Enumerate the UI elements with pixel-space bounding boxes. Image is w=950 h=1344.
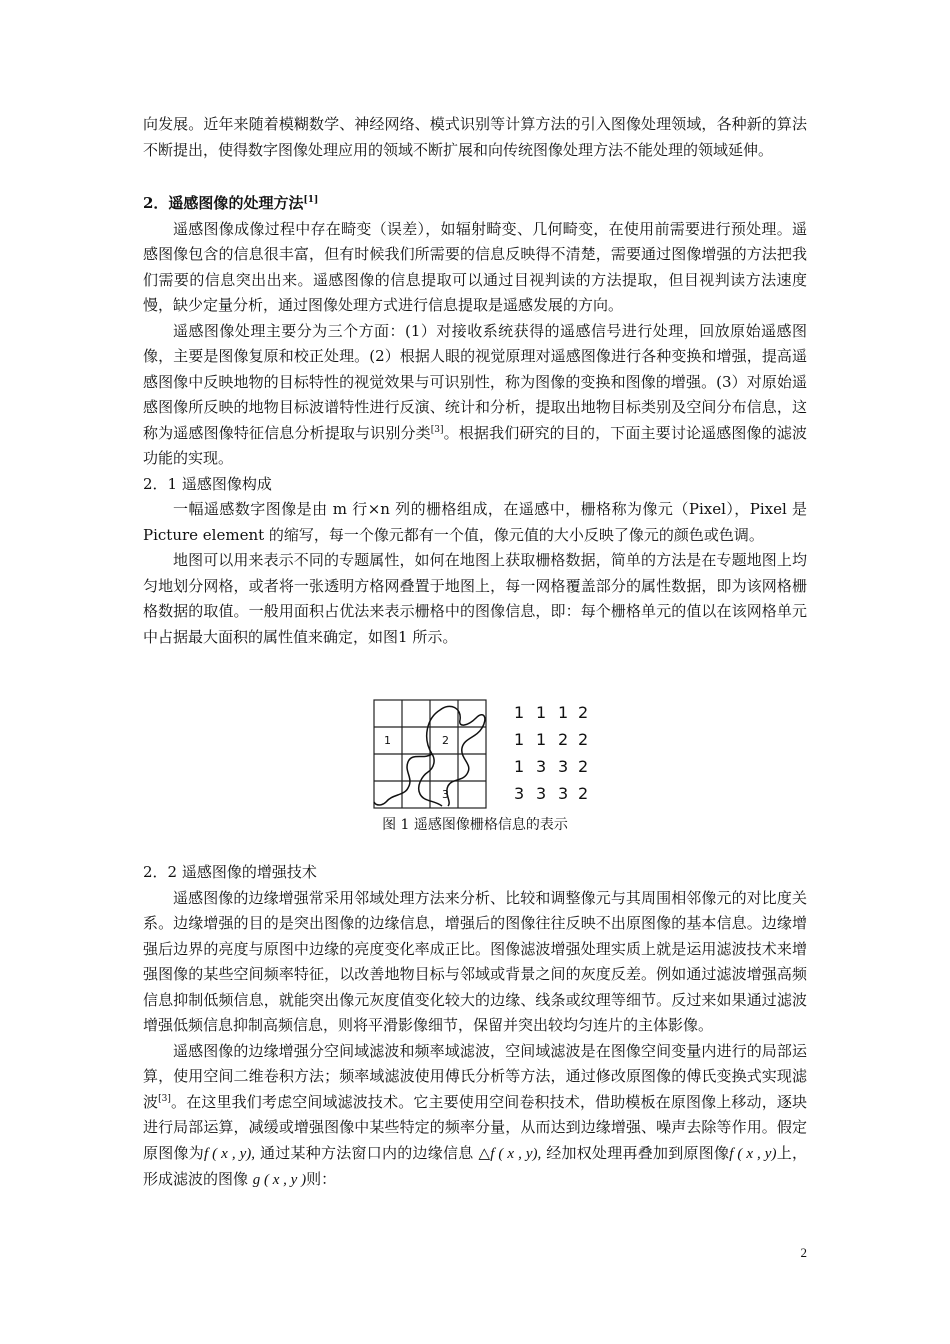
figure-1-raster-illustration: [372, 698, 602, 810]
matrix-cell: 3: [536, 757, 547, 776]
section-2-2-paragraph-1: 遥感图像的边缘增强常采用邻域处理方法来分析、比较和调整像元与其周围相邻像元的对比度关系。边缘增强的目的是突出图像的边缘信息，增强后的图像往往反映不出原图像的基本信息。边缘增强后边界的亮度与原图中边缘的亮度变化率成正比。图像滤波增强处理实质上就是运用滤波技术来增强图像的某些空间频率特征，以改善地物目标与邻域或背景之间的灰度反差。例如通过滤波增强高频信息抑制低频信息，就能突出像元灰度值变化较大的边缘、线条或纹理等细节。反过来如果通过滤波增强低频信息抑制高频信息，则将平滑影像细节，保留并突出较均匀连片的主体影像。: [143, 888, 807, 1034]
matrix-cell: 3: [536, 784, 547, 803]
section-2-2-paragraph-2: 遥感图像的边缘增强分空间域滤波和频率域滤波，空间域滤波是在图像空间变量内进行的局部运算，使用空间二维卷积方法；频率域滤波使用傅氏分析等方法，通过修改原图像的傅氏变换式实现滤波[3]。在这里我们考虑空间域滤波技术。它主要使用空间卷积技术，借助模板在原图像上移动，逐块进行局部运算，减缓或增强图像中某些特定的频率分量，从而达到边缘增强、噪声去除等作用。假定原图像为f ( x , y), 通过某种方法窗口内的边缘信息 △f ( x , y), 经加权处理再叠加到原图像f ( x , y)上，形成滤波的图像 g ( x , y )则：: [143, 1041, 807, 1188]
section-2-1-paragraph-1: 一幅遥感数字图像是由 m 行×n 列的栅格组成，在遥感中，栅格称为像元（Pixel），Pixel 是 Picture element 的缩写，每一个像元都有一个值，像元值的大小反映了像元的颜色或色调。: [143, 500, 807, 544]
region-label-3: 3: [442, 788, 449, 801]
intro-paragraph: 向发展。近年来随着模糊数学、神经网络、模式识别等计算方法的引入图像处理领域，各种新的算法不断提出，使得数字图像处理应用的领域不断扩展和向传统图像处理方法不能处理的领域延伸。: [143, 115, 807, 159]
matrix-cell: 3: [558, 784, 569, 803]
formula-f-xy: f ( x , y),: [204, 1145, 255, 1162]
page-number: 2: [800, 1245, 807, 1260]
matrix-cell: 1: [536, 703, 547, 722]
matrix-cell: 2: [578, 703, 589, 722]
matrix-cell: 1: [536, 730, 547, 749]
matrix-cell: 2: [578, 730, 589, 749]
region-label-1: 1: [384, 734, 391, 747]
section-2-paragraph-1: 遥感图像成像过程中存在畸变（误差），如辐射畸变、几何畸变，在使用前需要进行预处理。遥感图像包含的信息很丰富，但有时候我们所需要的信息反映得不清楚，需要通过图像增强的方法把我们需要的信息突出出来。遥感图像的信息提取可以通过目视判读的方法提取，但目视判读方法速度慢，缺少定量分析，通过图像处理方式进行信息提取是遥感发展的方向。: [143, 219, 807, 314]
matrix-cell: 2: [578, 757, 589, 776]
citation-ref: [3]: [430, 424, 444, 435]
matrix-cell: 3: [558, 757, 569, 776]
matrix-cell: 1: [558, 703, 569, 722]
section-2-1-heading: 2．1 遥感图像构成: [143, 474, 272, 493]
matrix-cell: 2: [558, 730, 569, 749]
matrix-cell: 3: [514, 784, 525, 803]
body-text-top: [143, 112, 807, 650]
section-2-heading: 2．遥感图像的处理方法[1]: [143, 194, 319, 212]
body-text-bottom: [143, 860, 807, 1194]
raster-grid-diagram: [372, 698, 602, 810]
formula-f-xy: f ( x , y),: [490, 1145, 542, 1162]
grid-lines: [374, 700, 486, 808]
section-2-2-heading: 2．2 遥感图像的增强技术: [143, 863, 317, 881]
section-2-paragraph-2: 遥感图像处理主要分为三个方面：(1）对接收系统获得的遥感信号进行处理，回放原始遥感图像，主要是图像复原和校正处理。(2）根据人眼的视觉原理对遥感图像进行各种变换和增强，提高遥感图像中反映地物的目标特性的视觉效果与可识别性，称为图像的变换和图像的增强。(3）对原始遥感图像所反映的地物目标波谱特性进行反演、统计和分析，提取出地物目标类别及空间分布信息，这称为遥感图像特征信息分析提取与识别分类[3]。根据我们研究的目的，下面主要讨论遥感图像的滤波功能的实现。: [143, 321, 807, 467]
citation-ref: [3]: [158, 1093, 171, 1104]
formula-f-xy: f ( x , y): [729, 1145, 777, 1162]
figure-1-caption: 图 1 遥感图像栅格信息的表示: [382, 817, 568, 833]
matrix-cell: 1: [514, 757, 525, 776]
region-label-2: 2: [442, 734, 449, 747]
section-2-1-paragraph-2: 地图可以用来表示不同的专题属性，如何在地图上获取栅格数据，简单的方法是在专题地图上均匀地划分网格，或者将一张透明方格网叠置于地图上，每一网格覆盖部分的属性数据，即为该网格栅格数据的取值。一般用面积占优法来表示栅格中的图像信息，即：每个栅格单元的值以在该网格单元中占据最大面积的属性值来确定，如图1 所示。: [143, 551, 807, 646]
matrix-cell: 1: [514, 703, 525, 722]
matrix-cell: 1: [514, 730, 525, 749]
raster-value-matrix: [514, 703, 588, 803]
matrix-cell: 2: [578, 784, 589, 803]
formula-g-xy: g ( x , y ): [252, 1172, 307, 1188]
citation-ref: [1]: [303, 195, 319, 205]
